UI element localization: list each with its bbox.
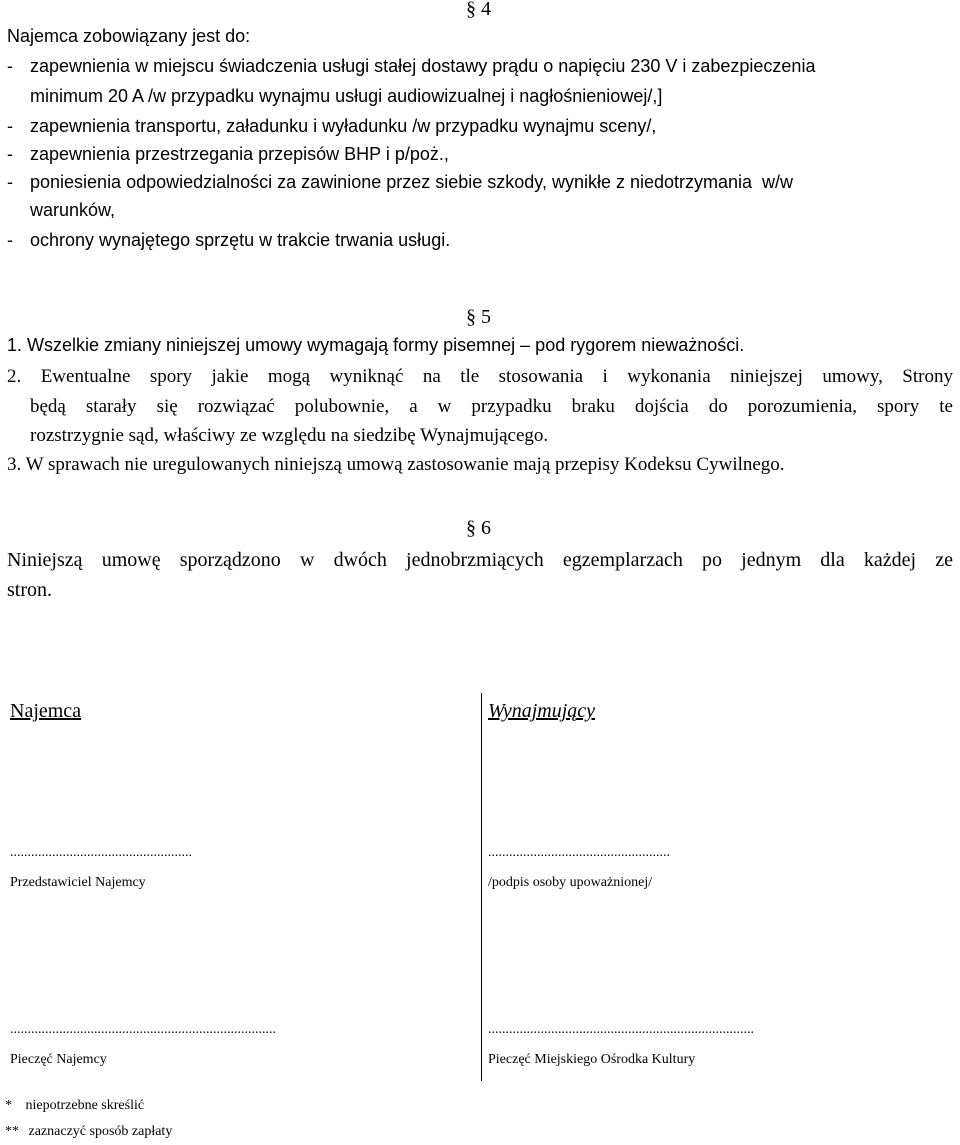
section-6-line-2: stron. xyxy=(7,579,52,601)
list-dash: - xyxy=(7,116,13,136)
right-signature-title: Wynajmujący xyxy=(488,700,596,722)
list-dash: - xyxy=(7,172,13,192)
list-item-text: ochrony wynajętego sprzętu w trakcie trwania usługi. xyxy=(30,230,451,250)
left-signature-dots: .................................................... xyxy=(10,845,192,860)
list-item xyxy=(0,172,960,202)
section-5-point-2-line-3: rozstrzygnie sąd, właściwy ze względu na siedzibę Wynajmującego. xyxy=(30,425,549,446)
left-signature-caption: Przedstawiciel Najemcy xyxy=(10,875,146,890)
section-5-point-1: 1. Wszelkie zmiany niniejszej umowy wymagają formy pisemnej – pod rygorem nieważności. xyxy=(7,335,745,355)
list-item xyxy=(0,230,960,260)
right-stamp-caption: Pieczęć Miejskiego Ośrodka Kultury xyxy=(488,1052,696,1067)
right-signature-dots: .................................................... xyxy=(488,845,670,860)
section-5-point-2-line-2: będą starały się rozwiązać polubownie, a w przypadku braku dojścia do porozumienia, spory te xyxy=(30,396,953,417)
left-stamp-dots: ............................................................................ xyxy=(10,1022,276,1037)
section-6-line-1: Niniejszą umowę sporządzono w dwóch jednobrzmiących egzemplarzach po jednym dla każdej ze xyxy=(7,549,953,571)
list-item-text: minimum 20 A /w przypadku wynajmu usługi audiowizualnej i nagłośnieniowej/,] xyxy=(30,86,663,106)
list-dash: - xyxy=(7,230,13,250)
footnote xyxy=(5,1098,144,1114)
footnote xyxy=(5,1124,172,1140)
list-item-text: zapewnienia transportu, załadunku i wyładunku /w przypadku wynajmu sceny/, xyxy=(30,116,657,136)
section-4-intro: Najemca zobowiązany jest do: xyxy=(7,26,251,46)
signature-divider xyxy=(481,693,482,1081)
footnote-text: zaznaczyć sposób zapłaty xyxy=(28,1124,173,1139)
section-6-heading: § 6 xyxy=(466,517,491,539)
list-dash: - xyxy=(7,56,13,76)
left-stamp-caption: Pieczęć Najemcy xyxy=(10,1052,107,1067)
right-signature-caption: /podpis osoby upoważnionej/ xyxy=(488,875,653,890)
list-item-text: zapewnienia przestrzegania przepisów BHP i p/poż., xyxy=(30,144,449,164)
section-5-point-2-line-1: 2. Ewentualne spory jakie mogą wyniknąć na tle stosowania i wykonania niniejszej umowy, Strony xyxy=(7,366,953,387)
left-signature-title: Najemca xyxy=(10,700,82,722)
list-item xyxy=(0,56,960,86)
list-item-text: zapewnienia w miejscu świadczenia usługi stałej dostawy prądu o napięciu 230 V i zabezpieczenia xyxy=(30,56,816,76)
list-item-text: poniesienia odpowiedzialności za zawinione przez siebie szkody, wynikłe z niedotrzymania w/w xyxy=(30,172,794,192)
list-item-continuation xyxy=(0,200,960,230)
list-dash: - xyxy=(7,144,13,164)
section-4-heading: § 4 xyxy=(466,0,491,20)
footnote-text: niepotrzebne skreślić xyxy=(25,1098,145,1113)
footnote-mark: * xyxy=(5,1098,12,1113)
list-item xyxy=(0,116,960,146)
list-item-continuation xyxy=(0,86,960,116)
section-5-point-3: 3. W sprawach nie uregulowanych niniejszą umową zastosowanie mają przepisy Kodeksu Cywilnego. xyxy=(7,454,785,475)
footnote-mark: ** xyxy=(5,1124,19,1139)
section-5-heading: § 5 xyxy=(466,306,491,328)
right-stamp-dots: ............................................................................ xyxy=(488,1022,754,1037)
list-item xyxy=(0,144,960,174)
list-item-text: warunków, xyxy=(30,200,116,220)
